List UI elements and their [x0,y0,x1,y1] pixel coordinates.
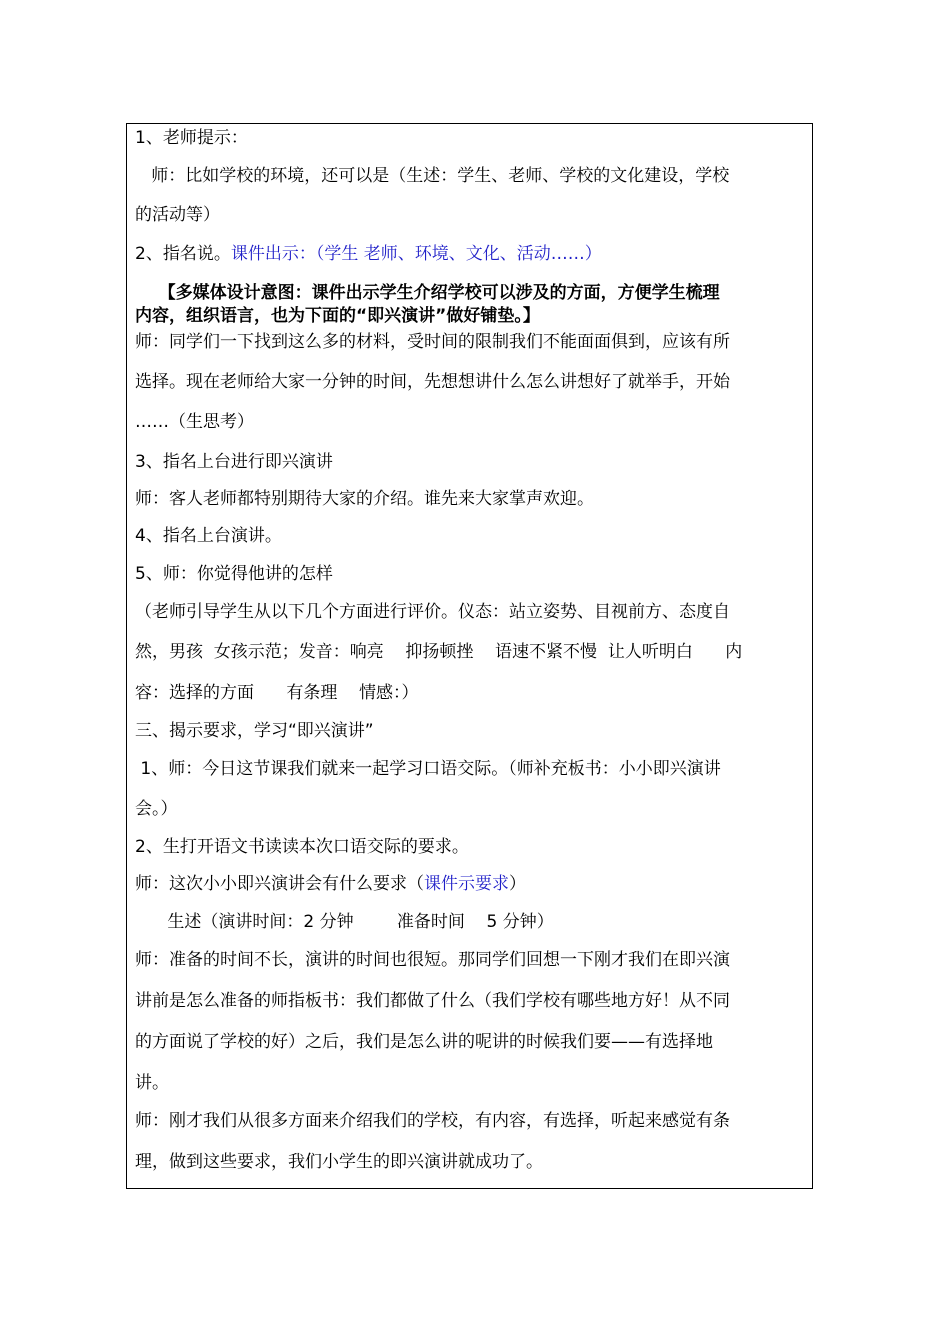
text-line: 的方面说了学校的好）之后，我们是怎么讲的呢讲的时候我们要——有选择地 [135,1032,713,1052]
text-line: 师：这次小小即兴演讲会有什么要求（课件示要求） [135,874,526,894]
text-line: 1、师：今日这节课我们就来一起学习口语交际。（师补充板书：小小即兴演讲 [135,759,721,779]
text-line: 师：刚才我们从很多方面来介绍我们的学校，有内容，有选择，听起来感觉有条 [135,1111,730,1131]
text-line: 的活动等） [135,205,220,225]
section-heading: 三、揭示要求，学习“即兴演讲” [135,721,374,741]
text-line: 3、指名上台进行即兴演讲 [135,452,333,472]
text-line: ……（生思考） [135,412,254,432]
courseware-note: 课件出示：（学生 老师、环境、文化、活动……） [230,244,602,264]
text-line: 师：比如学校的环境，还可以是（生述：学生、老师、学校的文化建设，学校 [135,166,730,186]
text-line: 选择。现在老师给大家一分钟的时间，先想想讲什么怎么讲想好了就举手，开始 [135,372,730,392]
design-intent-line: 【多媒体设计意图：课件出示学生介绍学校可以涉及的方面，方便学生梳理 [135,283,720,303]
text-line: 讲前是怎么准备的师指板书：我们都做了什么（我们学校有哪些地方好！从不同 [135,991,730,1011]
text-line: 然，男孩 女孩示范；发音：响亮 抑扬顿挫 语速不紧不慢 让人听明白 内 [135,642,743,662]
text-line: 师：准备的时间不长，演讲的时间也很短。那同学们回想一下刚才我们在即兴演 [135,950,730,970]
text-line: 2、指名说。课件出示：（学生 老师、环境、文化、活动……） [135,244,602,264]
text-line: （老师引导学生从以下几个方面进行评价。仪态：站立姿势、目视前方、态度自 [135,602,730,622]
text-line: 会。） [135,799,178,819]
text-line: 生述（演讲时间：2 分钟 准备时间 5 分钟） [135,912,554,932]
text-line: 师：客人老师都特别期待大家的介绍。谁先来大家掌声欢迎。 [135,489,594,509]
text-line: 2、生打开语文书读读本次口语交际的要求。 [135,837,469,857]
text-line: 5、师：你觉得他讲的怎样 [135,564,333,584]
text-line: 师：同学们一下找到这么多的材料，受时间的限制我们不能面面俱到，应该有所 [135,332,730,352]
design-intent-line: 内容，组织语言，也为下面的“即兴演讲”做好铺垫。】 [135,306,540,326]
text-line: 讲。 [135,1073,169,1093]
courseware-note: 课件示要求 [424,874,509,894]
text-line: 4、指名上台演讲。 [135,526,282,546]
text-line: 容：选择的方面 有条理 情感：） [135,683,419,703]
text-line: 1、老师提示： [135,128,248,148]
text-line: 理，做到这些要求，我们小学生的即兴演讲就成功了。 [135,1152,543,1172]
